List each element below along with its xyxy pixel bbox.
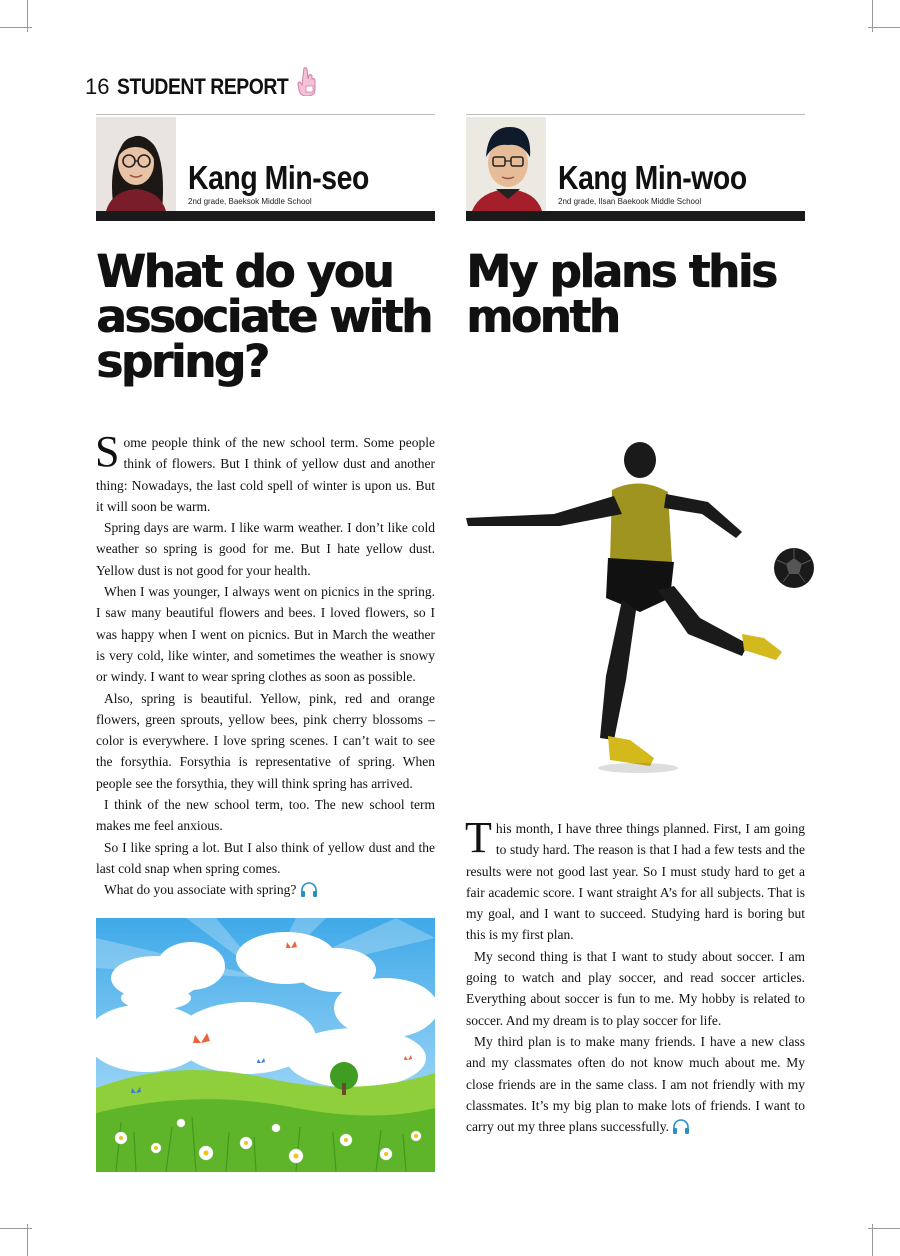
- page-folio: [85, 74, 312, 100]
- paragraph: My second thing is that I want to study about soccer. I am going to watch and play soccer, and read soccer articles. Everything about soccer is fun to me. My hobby is related to soccer. And my dream is to play soccer for life.: [466, 948, 805, 1028]
- headline: [96, 245, 435, 388]
- paragraph: I think of the new school term, too. The new school term makes me feel anxious.: [96, 797, 435, 834]
- headline-line: associate with: [96, 290, 431, 343]
- drop-cap: T: [465, 813, 492, 862]
- byline: [466, 115, 805, 211]
- paragraph: [465, 813, 805, 946]
- spring-illustration: [96, 918, 435, 1172]
- section-title: STUDENT REPORT: [117, 74, 289, 99]
- crop-mark: [27, 0, 28, 32]
- author-school: 2nd grade, Ilsan Baekook Middle School: [558, 197, 702, 206]
- author-school: 2nd grade, Baeksok Middle School: [188, 197, 312, 206]
- headline-line: What do you: [96, 245, 393, 298]
- headphones-icon: [672, 1119, 690, 1134]
- paragraph: Spring days are warm. I like warm weather. I don’t like cold weather so spring is good for me. But I hate yellow dust. Yellow dust is not good for your health.: [96, 520, 435, 578]
- crop-mark: [872, 0, 873, 32]
- headline-line: My plans this: [466, 245, 776, 298]
- crop-mark: [27, 1224, 28, 1256]
- right-article: [466, 114, 805, 343]
- left-article: [96, 114, 435, 388]
- paragraph-text: My third plan is to make many friends. I have a new class and my classmates often do not know much about me. My close friends are in the same class. I am not friendly with my classmates. It’s my big plan to make lots of friends. I want to carry out my three plans successfully.: [466, 1033, 805, 1135]
- paragraph: [96, 879, 435, 900]
- paragraph: Also, spring is beautiful. Yellow, pink, red and orange flowers, green sprouts, yellow bees, pink cherry blossoms – color is everywhere. I love spring scenes. I can’t wait to see the forsythia. Forsythia is representative of spring. When people see the forsythia, they will think spring has arrived.: [96, 690, 435, 791]
- author-name: Kang Min-woo: [558, 159, 747, 196]
- headline-line: month: [466, 290, 619, 343]
- left-article-body: [95, 427, 435, 901]
- paragraph: [95, 427, 435, 517]
- headline-line: spring?: [96, 335, 268, 388]
- paragraph-text: What do you associate with spring?: [104, 882, 297, 898]
- crop-mark: [872, 1224, 873, 1256]
- paragraph-text: ome people think of the new school term. Some people think of flowers. But I think of yellow dust and another thing: Nowadays, the last cold spell of winter is upon us. But it will soon be warm.: [96, 435, 435, 514]
- page-number: 16: [85, 74, 110, 99]
- soccer-player-photo: [462, 440, 822, 780]
- byline-bar: [96, 211, 435, 221]
- author-photo: [466, 117, 546, 211]
- drop-cap: S: [95, 427, 120, 476]
- paragraph: When I was younger, I always went on picnics in the spring. I saw many beautiful flowers and bees. I loved flowers, so I was happy when I went on picnics. But in March the weather is very cold, like winter, and sometimes the weather is snowy or windy. I want to wear spring clothes as soon as possible.: [96, 584, 435, 685]
- paragraph: So I like spring a lot. But I also think of yellow dust and the last cold snap when spring comes.: [96, 839, 435, 876]
- paragraph-text: his month, I have three things planned. First, I am going to study hard. The reason is that I had a few tests and the results were not good last year. So I must study hard to get a fair academic score. I want straight A’s for all subjects. That is my goal, and I want to succeed. Studying hard is boring but this is my first plan.: [466, 821, 805, 943]
- paragraph: [466, 1031, 805, 1137]
- byline: [96, 115, 435, 211]
- right-article-body: [465, 813, 805, 1137]
- author-photo: [96, 117, 176, 211]
- headline: [466, 245, 805, 343]
- hand-icon: [295, 66, 319, 96]
- byline-bar: [466, 211, 805, 221]
- author-name: Kang Min-seo: [188, 159, 369, 196]
- headphones-icon: [300, 882, 318, 897]
